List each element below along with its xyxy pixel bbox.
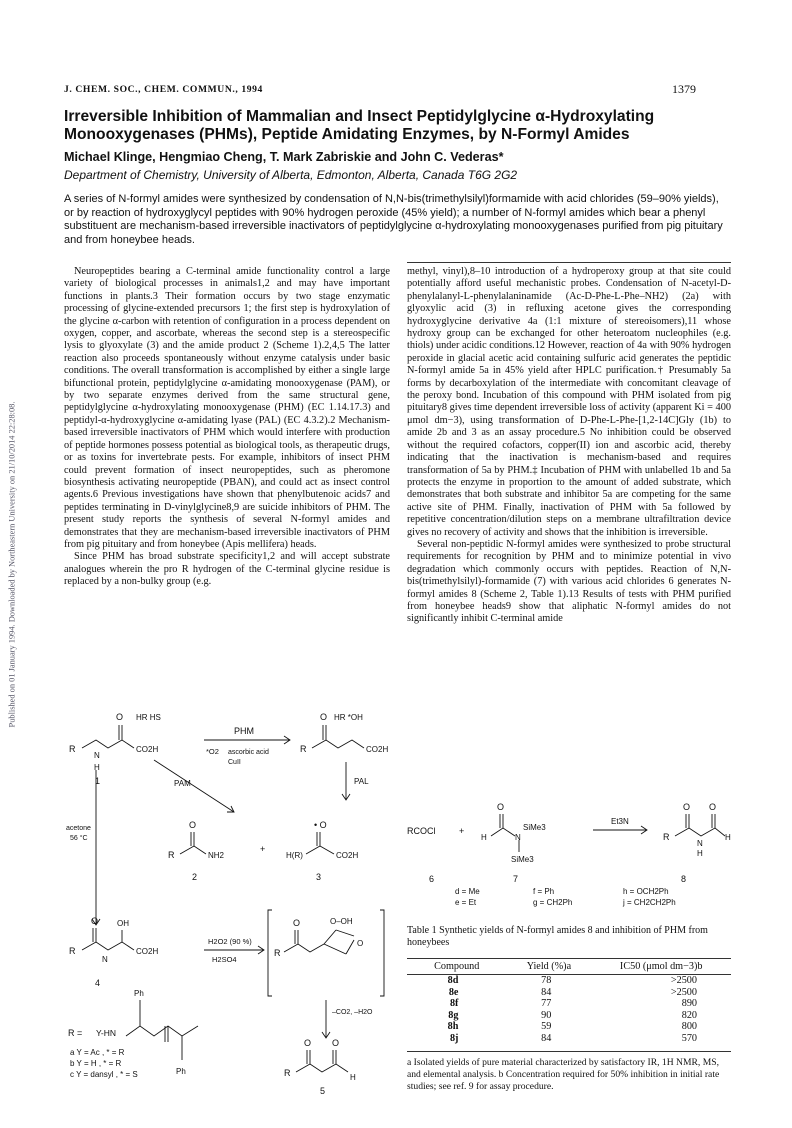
h2so4-label: H2SO4 (212, 955, 237, 964)
co2h-group: CO2H (136, 745, 159, 754)
compound-7-label: 7 (513, 874, 519, 884)
substituent-e: e = Et (455, 898, 477, 907)
compound-5-label: 5 (320, 1086, 326, 1096)
column-rule (407, 262, 731, 263)
yield-cell: 84 (541, 986, 552, 998)
h-label: HR *OH (334, 713, 363, 722)
ic50-cell: 820 (681, 1009, 697, 1021)
right-column (407, 266, 731, 626)
sime3-group: SiMe3 (523, 823, 546, 832)
compound-4-label: 4 (95, 978, 101, 988)
substituent-f: f = Ph (533, 887, 555, 896)
r-definition: R = (68, 1028, 83, 1038)
h-atom: H(R) (286, 851, 303, 860)
h-label: HR HS (136, 713, 161, 722)
oxygen-atom: O (293, 918, 301, 928)
author-list: Michael Klinge, Hengmiao Cheng, T. Mark Zabriskie and John C. Vederas* (64, 150, 504, 164)
compound-8-label: 8 (681, 874, 687, 884)
table-footnote: a Isolated yields of pure material characterized by satisfactory IR, 1H NMR, MS, and elemental analysis. b Concentration required for 50% inhibition in initial rate studies; see ref. 9 for assay procedure. (407, 1051, 731, 1092)
oxygen-atom: O (116, 712, 124, 722)
body-paragraph: Several non-peptidic N-formyl amides were synthesized to probe structural requirements for recognition by PHM and to minimize potential in vivo degradation which commonly occurs with peptides. Reaction of N,N-bis(trimethylsilyl)-formamide (7) with various acid chlorides 6 generates N-formyl amides 8 (Scheme 2, Table 1).13 Results of tests with PHM purified from honeybee heads9 show that aliphatic N-formyl amides do not significantly inhibit C-terminal amide (407, 538, 731, 625)
compound-3-label: 3 (316, 872, 322, 882)
ic50-cell: 570 (681, 1032, 697, 1044)
ic50-cell: 890 (681, 998, 697, 1009)
oxygen-atom: • O (314, 820, 327, 830)
table-row (407, 975, 731, 987)
oxygen-atom: O (683, 802, 691, 812)
substituent-g: g = CH2Ph (533, 898, 573, 907)
yield-cell: 90 (541, 1009, 552, 1021)
oh-group: O–OH (330, 917, 353, 926)
yield-table (407, 958, 731, 1044)
ic50-cell: >2500 (670, 975, 697, 986)
nh2-group: NH2 (208, 851, 225, 860)
temperature-label: 56 °C (70, 835, 88, 842)
co2h-group: CO2H (336, 851, 359, 860)
table-row (407, 1010, 731, 1022)
variant-c: c Y = dansyl , * = S (70, 1070, 138, 1079)
yhn-group: Y-HN (96, 1028, 116, 1038)
body-paragraph: Neuropeptides bearing a C-terminal amide functionality control a large variety of biological processes in animals1,2 and may have important functions in plants.3 Their formation occurs by two stage enzymatic processing of glycine-extended precursors 1; the first step is hydroxylation of the glycine α-carbon with retention of configuration in a process dependent on oxygen, copper, and ascorbate, whereas the second step is a stereospecific lysis to glyoxylate (3) and the amide product 2 (Scheme 1).2,4,5 The latter reaction also proceeds spontaneously without enzyme catalysis under basic conditions. The overall transformation is accomplished by either a single large bifunctional protein, peptidylglycine α-amidating monooxygenase (PAM), or by two separate enzymes derived from the same structural gene, peptidylglycine α-hydroxylating monooxygenase (PHM) (EC 1.14.17.3) and peptidyl-α-hydroxyglycine α-amidating lyase (PAL) (EC 4.3.2).2 Mechanism-based irreversible inactivators of PHM which would interfere with production of peptide hormones possess potential as biological tools, as therapeutic drugs, or as toxins for invertebrate pests. For example, inhibitors of insect PHM could prevent formation of insect neuropeptides, such as pheromone biosynthesis activating neuropeptide (PBAN), and could act as insect control agents.6 Previous investigations have shown that phenylbutenoic acids7 and peptides terminating in D-vinylglycine8,9 are suicide inhibitors of PHM. The present study reports the synthesis of several N-formyl amides and demonstrates that they are mechanism-based irreversible inactivators of PHM from pig pituitary and from honeybee (Apis mellifera) heads. (64, 266, 390, 550)
ascorbic-acid-label: ascorbic acid (228, 749, 269, 756)
column-header: IC50 (μmol dm−3)b (591, 959, 731, 975)
r-group: R (300, 744, 307, 754)
table-row (407, 1033, 731, 1045)
running-head: J. CHEM. SOC., CHEM. COMMUN., 1994 (64, 84, 263, 95)
compound-cell: 8h (447, 1021, 459, 1032)
scheme-2-diagram (407, 790, 731, 915)
r-group: R (168, 850, 175, 860)
ic50-cell: 800 (681, 1021, 697, 1032)
compound-cell: 8j (449, 1032, 459, 1044)
phenyl-group: Ph (134, 989, 144, 998)
r-group: R (274, 948, 281, 958)
oxygen-atom: O (357, 939, 364, 948)
n-atom: N (515, 833, 521, 842)
compound-cell: 8e (448, 986, 459, 998)
variant-b: b Y = H , * = R (70, 1059, 122, 1068)
compound-cell: 8g (448, 1009, 459, 1021)
h-atom: H (94, 763, 100, 772)
r-group: R (69, 744, 76, 754)
compound-2-label: 2 (192, 872, 198, 882)
n-atom: N (102, 955, 108, 964)
r-group: R (69, 946, 76, 956)
h2o2-label: H2O2 (90 %) (208, 937, 252, 946)
oxygen-atom: O (304, 1038, 312, 1048)
table-row (407, 1021, 731, 1033)
r-group: R (284, 1068, 291, 1078)
pam-label: PAM (174, 779, 191, 788)
variant-a: a Y = Ac , * = R (70, 1048, 125, 1057)
column-header: Yield (%)a (506, 959, 591, 975)
phm-label: PHM (234, 726, 254, 736)
body-paragraph: methyl, vinyl),8–10 introduction of a hydroperoxy group at that site could potentially afford useful mechanistic probes. Condensation of N-acetyl-D-phenylalanyl-L-phenylalaninamide (Ac-D-Phe-L-Phe–NH2) (2a) with glyoxylic acid (3) in refluxing acetone gives the corresponding hydroxyglycine derivative 4a (1:1 mixture of stereoisomers),11 whose hydroxy group can be exchanged for other heteroatom nucleophiles (e.g. thiols) under acidic conditions.12 However, reaction of 4a with 90% hydrogen peroxide in glacial acetic acid containing sulfuric acid generates the peptidic N-formyl amide 5a in 45% yield after HPLC purification.† Presumably 5a forms by decarboxylation of the intermediate with concomitant cleavage of the peroxy bond. Incubation of this compound with PHM isolated from pig pituitary8 gives time dependent irreversible loss of activity (apparent Ki = 400 μmol dm−3), using transformation of D-Phe-L-Phe-[1,2-14C]Gly (1b) to amide 2b and 3 as an assay procedure.5 No inhibition could be observed without the required cofactors, copper(II) ion and ascorbic acid, thereby indicating that the inactivation is mechanism-based and requires transformation of 5a by PHM.‡ Incubation of PHM with unlabelled 1b and 5a protects the enzyme in proportion to the amount of added substrate, which demonstrates that both substrate and inhibitor 5a are competing for the same active site of PHM. Finally, inactivation of PHM with 5a followed by repetitive concentration/dilution steps on a membrane ultrafiltration device gives no recovery of activity and shows that the inhibition is irreversible. (407, 266, 731, 538)
h-atom: H (481, 833, 487, 842)
copper-label: CuII (228, 759, 241, 766)
oxygen-atom: O (320, 712, 328, 722)
download-watermark (2, 0, 24, 1128)
et3n-label: Et3N (611, 817, 629, 826)
phenyl-group: Ph (176, 1067, 186, 1076)
article-title: Irreversible Inhibition of Mammalian and Insect Peptidylglycine α-Hydroxylating Monooxygenases (PHMs), Peptide Amidating Enzymes, by N-Formyl Amides (64, 108, 655, 143)
oxygen-atom: O (497, 802, 505, 812)
co2h-group: CO2H (136, 947, 159, 956)
abstract: A series of N-formyl amides were synthesized by condensation of N,N-bis(trimethylsilyl)formamide with acid chlorides (59–90% yields), or by reaction of hydroxyglycyl peptides with 90% hydrogen peroxide (45% yield); a number of N-formyl amides which bear a phenyl substituent are mechanism-based irreversible inactivators of peptidylglycine α-hydroxylating monooxygenases purified from pig pituitary and from honeybee heads. (64, 193, 723, 246)
plus-sign: + (260, 844, 266, 854)
h-atom: H (697, 849, 703, 858)
table-row (407, 987, 731, 999)
co2h-group: CO2H (366, 745, 389, 754)
substituent-j: j = CH2CH2Ph (623, 898, 676, 907)
substituent-d: d = Me (455, 887, 480, 896)
substituent-h: h = OCH2Ph (623, 887, 669, 896)
compound-cell: 8d (447, 975, 459, 986)
column-header: Compound (407, 959, 506, 975)
h-atom: H (725, 833, 731, 842)
body-paragraph: Since PHM has broad substrate specificity1,2 and will accept substrate analogues wherein the pro R hydrogen of the C-terminal glycine residue is replaced by a non-bulky group (e.g. (64, 551, 390, 588)
yield-cell: 78 (541, 975, 552, 986)
rcocl-label: RCOCl (407, 826, 436, 836)
r-group: R (663, 832, 670, 842)
sime3-group: SiMe3 (511, 855, 534, 864)
compound-6-label: 6 (429, 874, 435, 884)
oxygen-atom: O (189, 820, 197, 830)
affiliation: Department of Chemistry, University of Alberta, Edmonton, Alberta, Canada T6G 2G2 (64, 168, 518, 182)
oxygen-atom: O (709, 802, 717, 812)
yield-cell: 84 (541, 1032, 552, 1044)
pal-label: PAL (354, 777, 369, 786)
oxygen-atom: O (332, 1038, 340, 1048)
h-atom: H (350, 1073, 356, 1082)
o2-label: *O2 (206, 747, 219, 756)
table-caption: Table 1 Synthetic yields of N-formyl amides 8 and inhibition of PHM from honeybees (407, 925, 708, 948)
yield-cell: 77 (541, 998, 552, 1009)
scheme-1-diagram (64, 700, 394, 1100)
ic50-cell: >2500 (670, 986, 697, 998)
yield-cell: 59 (541, 1021, 552, 1032)
table-row (407, 998, 731, 1010)
n-atom: N (697, 839, 703, 848)
page-number: 1379 (672, 82, 696, 96)
loss-label: –CO2, –H2O (332, 1009, 373, 1016)
download-notice: Published on 01 January 1994. Downloaded by Northeastern University on 21/10/2014 22:28:08. (7, 401, 17, 728)
compound-cell: 8f (449, 998, 459, 1009)
left-column (64, 266, 390, 589)
plus-sign: + (459, 826, 465, 836)
oxygen-atom: O (91, 916, 99, 926)
oh-group: OH (117, 919, 129, 928)
compound-1-label: 1 (95, 776, 101, 786)
acetone-label: acetone (66, 825, 91, 832)
n-atom: N (94, 751, 100, 760)
